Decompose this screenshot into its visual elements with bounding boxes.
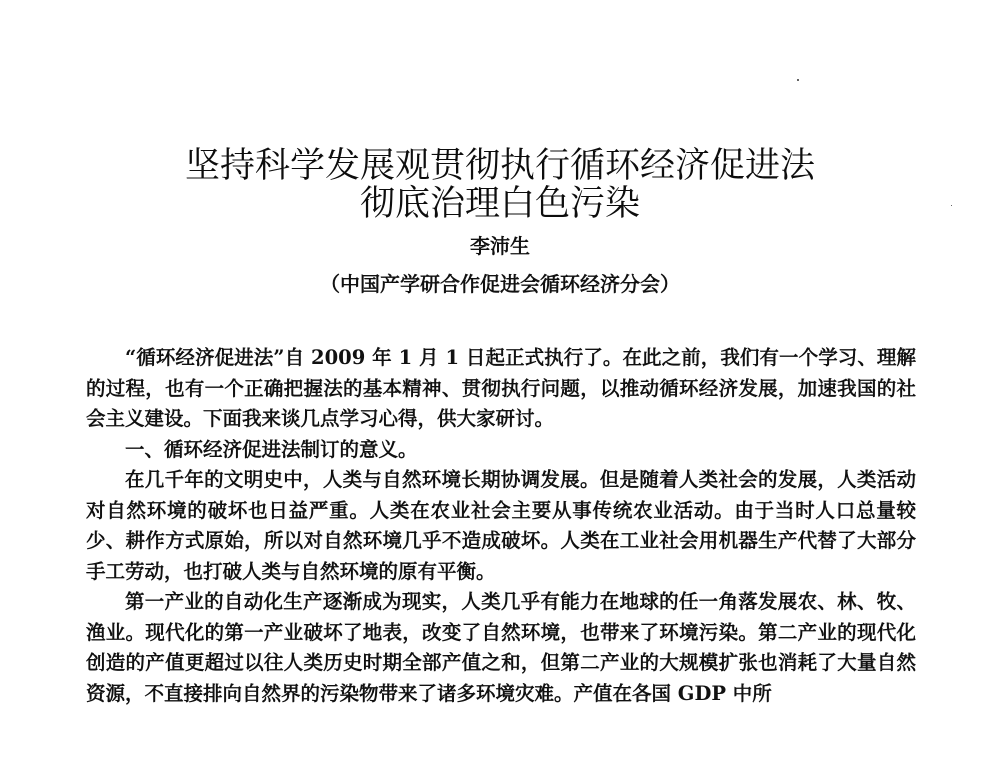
paper-title-line2: 彻底治理白色污染	[359, 184, 640, 224]
author-name: 李沛生	[470, 234, 530, 258]
intro-paragraph: “循环经济促进法”自 2009 年 1 月 1 日起正式执行了。在此之前，我们有一个学习、理解的过程，也有一个正确把握法的基本精神、贯彻执行问题，以推动循环经济发展，加速我国的社会主义建设。下面我来谈几点学习心得，供大家研讨。	[86, 346, 916, 430]
paper-title-line1: 坚持科学发展观贯彻执行循环经济促进法	[184, 146, 815, 186]
scan-speck	[797, 79, 799, 81]
body-paragraph: 第一产业的自动化生产逐渐成为现实，人类几乎有能力在地球的任一角落发展农、林、牧、渔业。现代化的第一产业破坏了地表，改变了自然环境，也带来了环境污染。第二产业的现代化创造的产值更超过以往人类历史时期全部产值之和，但第二产业的大规模扩张也消耗了大量自然资源，不直接排向自然界的污染物带来了诸多环境灾难。产值在各国 GDP 中所	[86, 590, 916, 705]
author-affiliation: （中国产学研合作促进会循环经济分会）	[320, 272, 680, 296]
body-paragraph: 在几千年的文明史中，人类与自然环境长期协调发展。但是随着人类社会的发展，人类活动对自然环境的破坏也日益严重。人类在农业社会主要从事传统农业活动。由于当时人口总量较少、耕作方式原始，所以对自然环境几乎不造成破坏。人类在工业社会用机器生产代替了大部分手工劳动，也打破人类与自然环境的原有平衡。	[86, 468, 916, 583]
body-text	[86, 343, 916, 709]
section-heading: 一、循环经济促进法制订的意义。	[125, 437, 418, 461]
